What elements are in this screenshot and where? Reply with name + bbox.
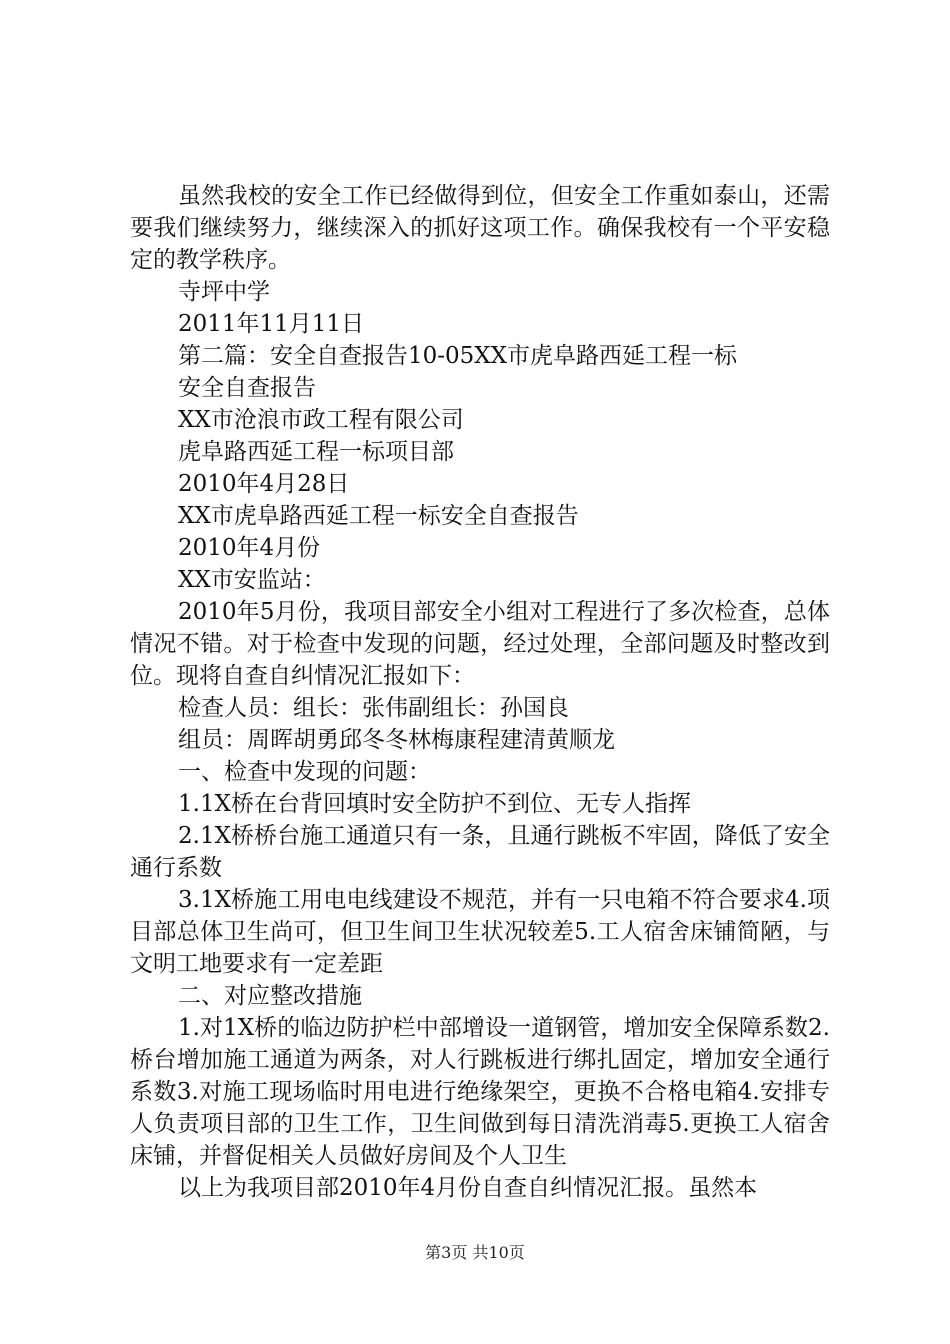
paragraph: 检查人员：组长：张伟副组长：孙国良 (178, 695, 569, 721)
paragraph: 虎阜路西延工程一标项目部 (178, 439, 454, 465)
paragraph: 2011年11月11日 (178, 311, 365, 337)
paragraph: 组员：周晖胡勇邱冬冬林梅康程建清黄顺龙 (178, 727, 615, 753)
paragraph: 1.对1X桥的临边防护栏中部增设一道钢管，增加安全保障系数2.桥台增加施工通道为两条，对人行跳板进行绑扎固定，增加安全通行系数3.对施工现场临时用电进行绝缘架空，更换不合格电箱4.安排专人负责项目部的卫生工作，卫生间做到每日清洗消毒5.更换工人宿舍床铺，并督促相关人员做好房间及个人卫生 (130, 1015, 830, 1169)
paragraph: 寺坪中学 (178, 279, 270, 305)
paragraph: 以上为我项目部2010年4月份自查自纠情况汇报。虽然本 (178, 1175, 758, 1201)
document-body (130, 180, 830, 1204)
paragraph: 一、检查中发现的问题： (178, 759, 431, 785)
paragraph: 1.1X桥在台背回填时安全防护不到位、无专人指挥 (178, 791, 691, 817)
paragraph: 二、对应整改措施 (178, 983, 362, 1009)
paragraph: XX市沧浪市政工程有限公司 (178, 407, 464, 433)
paragraph: 第二篇：安全自查报告10-05XX市虎阜路西延工程一标 (178, 343, 738, 369)
page-footer: 第3页 共10页 (425, 1243, 525, 1262)
paragraph: 2.1X桥桥台施工通道只有一条，且通行跳板不牢固，降低了安全通行系数 (130, 823, 830, 881)
paragraph: 2010年4月份 (178, 535, 321, 561)
paragraph: 虽然我校的安全工作已经做得到位，但安全工作重如泰山，还需要我们继续努力，继续深入的抓好这项工作。确保我校有一个平安稳定的教学秩序。 (130, 183, 830, 273)
paragraph: 安全自查报告 (178, 375, 316, 401)
paragraph: 2010年5月份，我项目部安全小组对工程进行了多次检查，总体情况不错。对于检查中发现的问题，经过处理，全部问题及时整改到位。现将自查自纠情况汇报如下： (130, 599, 830, 689)
paragraph: 3.1X桥施工用电电线建设不规范，并有一只电箱不符合要求4.项目部总体卫生尚可，但卫生间卫生状况较差5.工人宿舍床铺简陋，与文明工地要求有一定差距 (130, 887, 830, 977)
paragraph: 2010年4月28日 (178, 471, 350, 497)
paragraph: XX市虎阜路西延工程一标安全自查报告 (178, 503, 579, 529)
paragraph: XX市安监站： (178, 567, 326, 593)
